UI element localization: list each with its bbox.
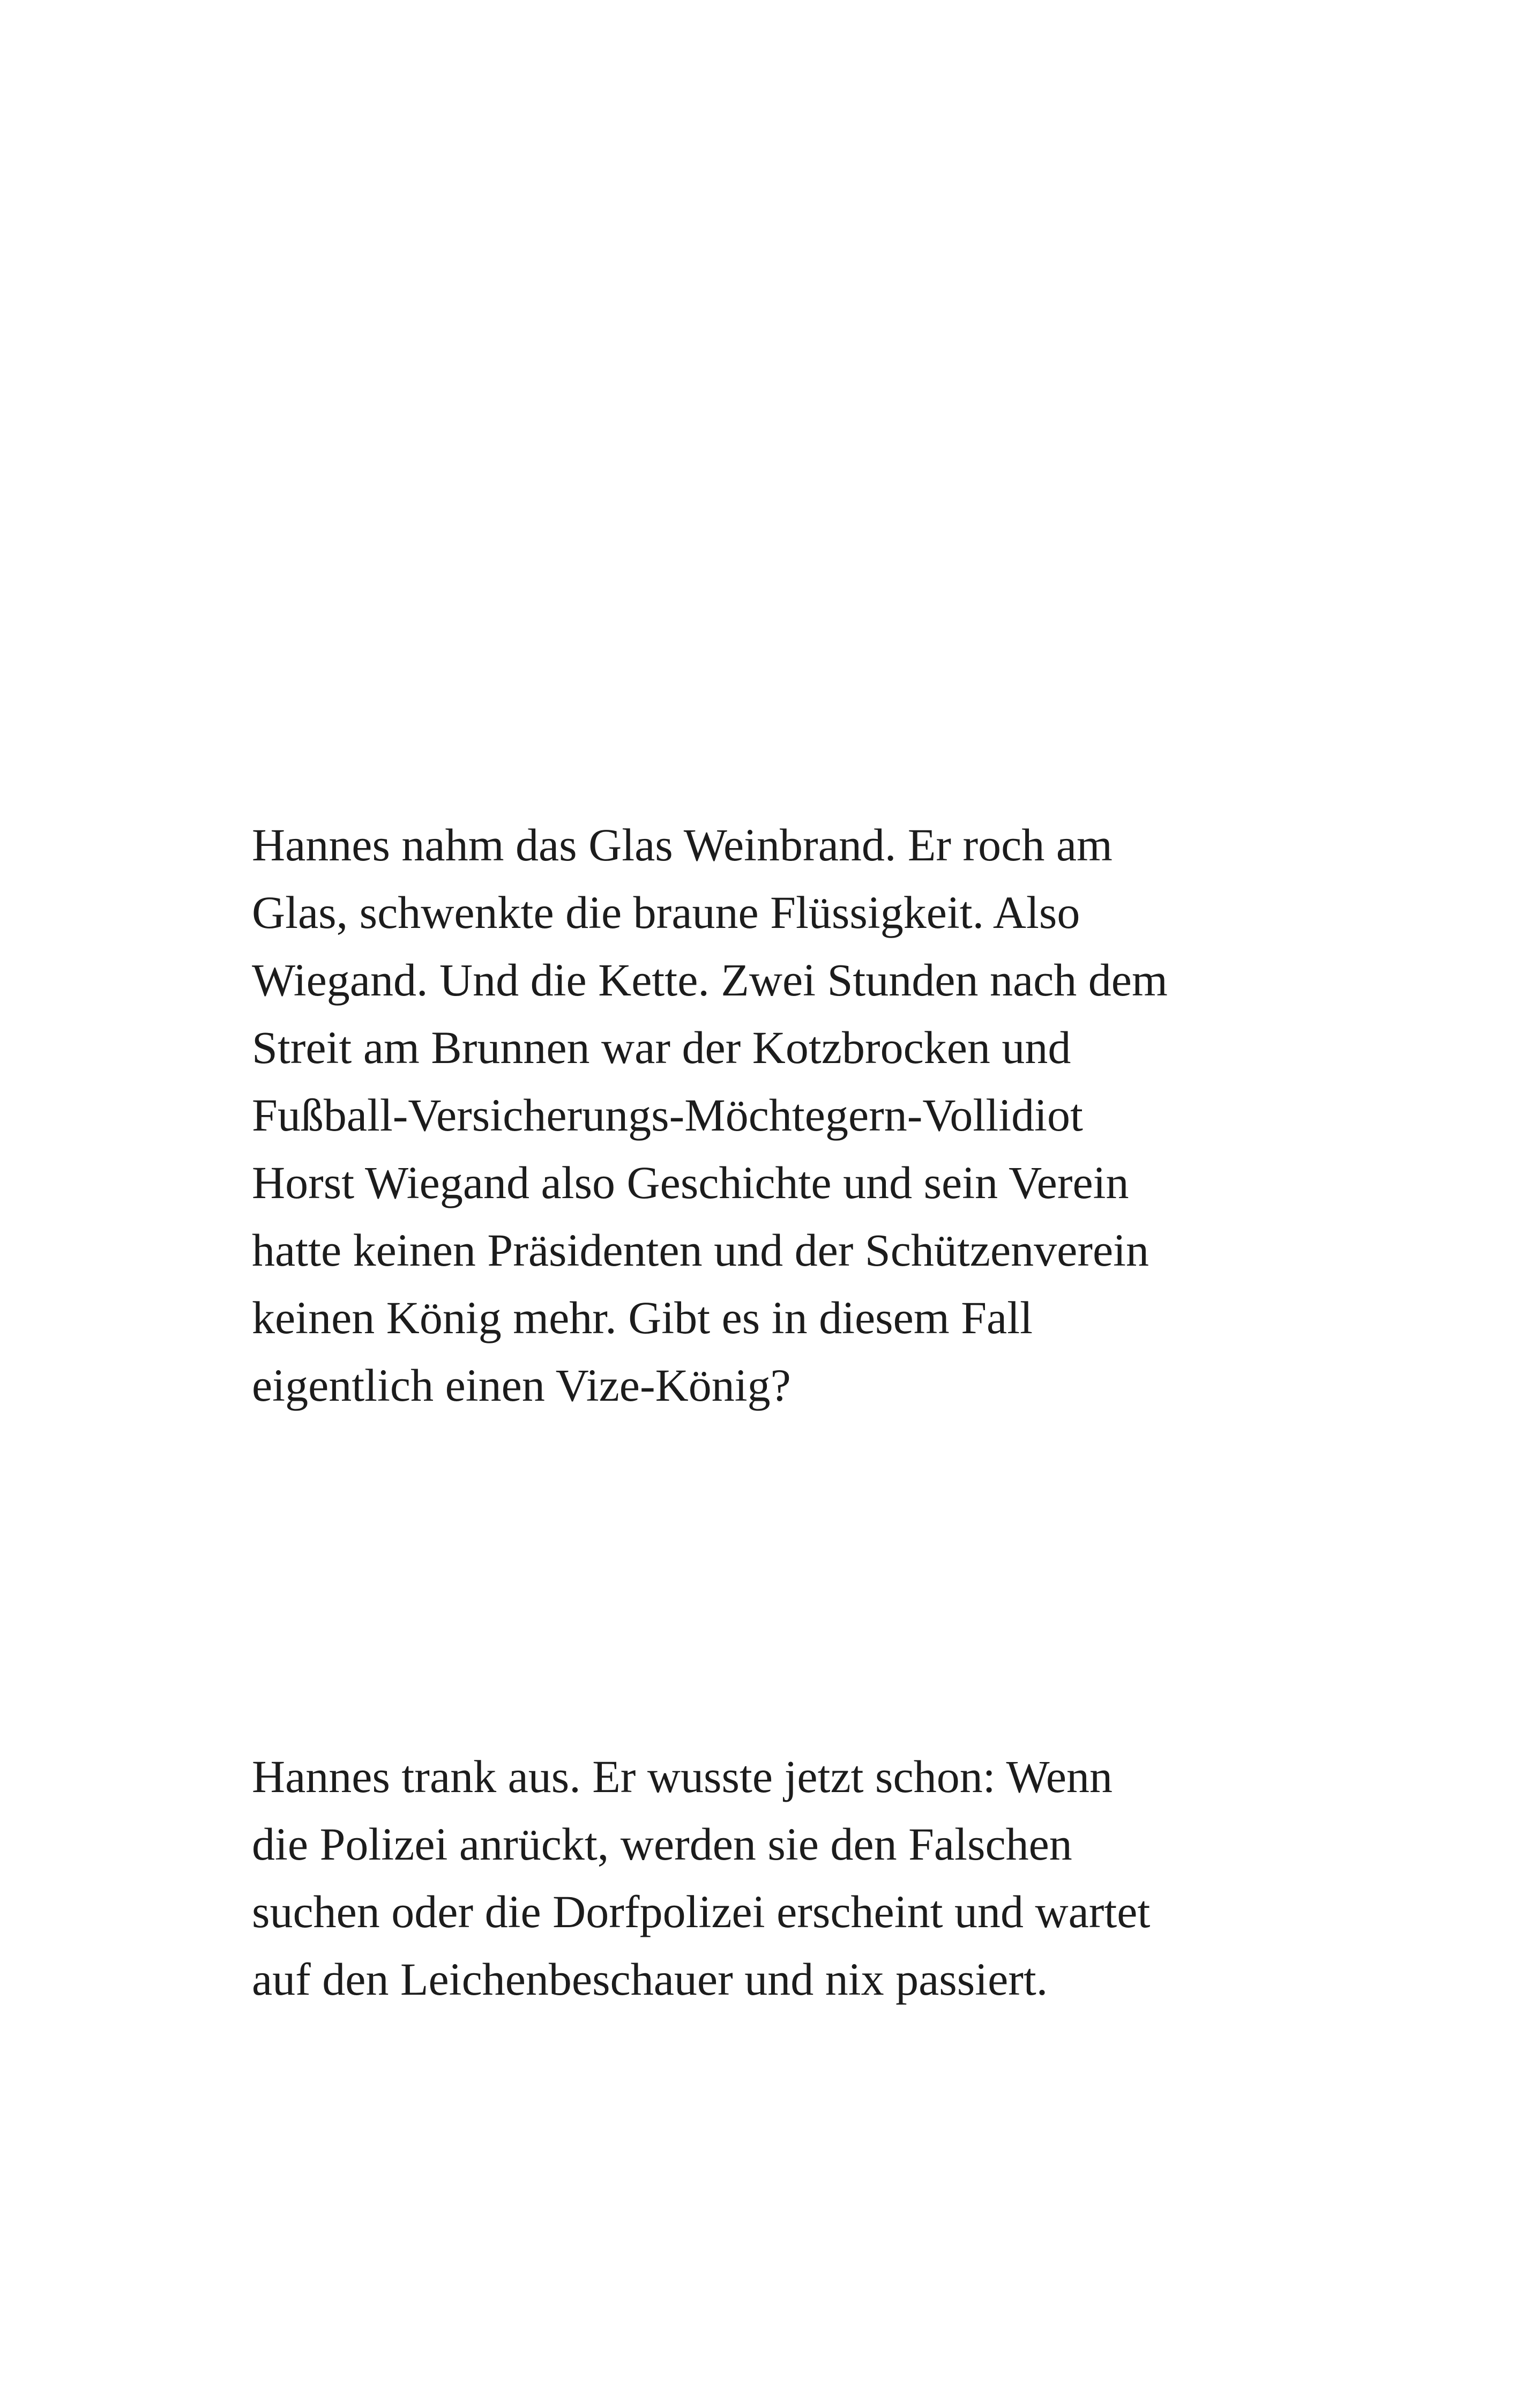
- text-line: hatte keinen Präsidenten und der Schützenverein: [252, 1224, 1149, 1276]
- text-line: Horst Wiegand also Geschichte und sein Verein: [252, 1157, 1129, 1208]
- text-line: Fußball-Versicherungs-Möchtegern-Vollidiot: [252, 1089, 1083, 1141]
- text-line: Glas, schwenkte die braune Flüssigkeit. Also: [252, 887, 1080, 938]
- paragraph-polizei: [252, 1743, 1150, 2013]
- text-line: keinen König mehr. Gibt es in diesem Fall: [252, 1292, 1033, 1343]
- text-line: eigentlich einen Vize-König?: [252, 1359, 791, 1411]
- text-line: Streit am Brunnen war der Kotzbrocken und: [252, 1022, 1071, 1073]
- text-line: Hannes nahm das Glas Weinbrand. Er roch am: [252, 819, 1113, 871]
- text-line: Hannes trank aus. Er wusste jetzt schon: Wenn: [252, 1751, 1113, 1802]
- text-line: Wiegand. Und die Kette. Zwei Stunden nach dem: [252, 954, 1168, 1006]
- text-line: die Polizei anrückt, werden sie den Falschen: [252, 1818, 1072, 1870]
- text-line: suchen oder die Dorfpolizei erscheint und wartet: [252, 1886, 1151, 1937]
- text-line: auf den Leichenbeschauer und nix passiert.: [252, 1953, 1048, 2005]
- paragraph-weinbrand: [252, 811, 1168, 1419]
